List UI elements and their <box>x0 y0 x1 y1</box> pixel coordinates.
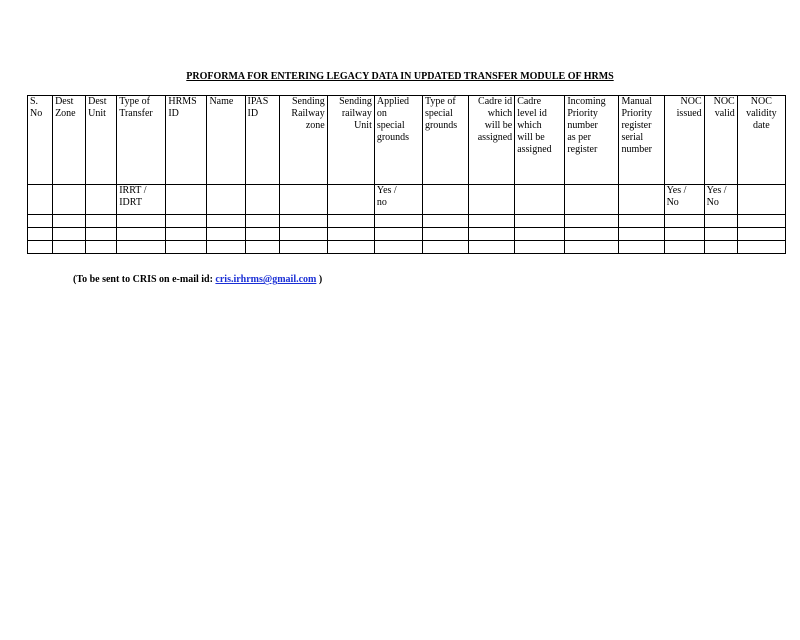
proforma-table <box>27 95 786 254</box>
table-cell <box>469 185 515 215</box>
header-applied-on-special-grounds: Applied on special grounds <box>374 96 422 185</box>
table-cell <box>86 228 117 241</box>
table-cell <box>619 228 664 241</box>
header-incoming-priority-number: Incoming Priority number as per register <box>565 96 619 185</box>
header-noc-valid: NOC valid <box>704 96 737 185</box>
header-cadre-level-id: Cadre level id which will be assigned <box>515 96 565 185</box>
table-cell <box>245 215 279 228</box>
table-row <box>28 185 786 215</box>
table-cell <box>327 185 374 215</box>
header-sending-railway-zone: Sending Railway zone <box>279 96 327 185</box>
table-cell <box>515 241 565 254</box>
table-cell <box>422 241 468 254</box>
header-noc-validity-date: NOC validity date <box>737 96 785 185</box>
table-cell <box>664 215 704 228</box>
table-cell <box>619 185 664 215</box>
table-cell <box>166 228 207 241</box>
table-cell <box>327 215 374 228</box>
header-noc-issued: NOC issued <box>664 96 704 185</box>
table-cell <box>737 185 785 215</box>
page-title <box>0 71 800 82</box>
table-cell <box>422 228 468 241</box>
table-cell <box>664 228 704 241</box>
table-cell <box>117 215 166 228</box>
table-cell <box>737 241 785 254</box>
table-row <box>28 215 786 228</box>
table-cell <box>166 185 207 215</box>
table-cell <box>469 228 515 241</box>
table-cell <box>117 228 166 241</box>
header-cadre-id: Cadre id which will be assigned <box>469 96 515 185</box>
table-cell <box>664 241 704 254</box>
table-cell <box>53 185 86 215</box>
header-ipas-id: IPAS ID <box>245 96 279 185</box>
footer-prefix: (To be sent to CRIS on e-mail id: <box>73 274 216 285</box>
footer-note <box>73 274 322 285</box>
table-cell <box>86 241 117 254</box>
table-cell <box>279 241 327 254</box>
table-cell <box>279 228 327 241</box>
table-row <box>28 228 786 241</box>
table-cell <box>469 241 515 254</box>
email-link[interactable]: cris.irhrms@gmail.com <box>215 274 317 285</box>
table-cell <box>28 241 53 254</box>
table-cell <box>737 215 785 228</box>
table-cell <box>374 228 422 241</box>
table-cell <box>619 215 664 228</box>
table-cell <box>422 185 468 215</box>
table-cell <box>279 185 327 215</box>
header-dest-zone: Dest Zone <box>53 96 86 185</box>
table-cell <box>279 215 327 228</box>
table-cell <box>565 241 619 254</box>
header-name: Name <box>207 96 245 185</box>
cell-type-of-transfer-options: IRRT / IDRT <box>117 185 166 215</box>
table-cell <box>422 215 468 228</box>
table-cell <box>28 185 53 215</box>
cell-noc-valid-options: Yes / No <box>704 185 737 215</box>
header-dest-unit: Dest Unit <box>86 96 117 185</box>
header-manual-priority-register: Manual Priority register serial number <box>619 96 664 185</box>
table-cell <box>117 241 166 254</box>
table-cell <box>565 215 619 228</box>
table-cell <box>565 185 619 215</box>
table-cell <box>53 215 86 228</box>
table-cell <box>86 215 117 228</box>
table-cell <box>469 215 515 228</box>
header-hrms-id: HRMS ID <box>166 96 207 185</box>
header-type-of-transfer: Type of Transfer <box>117 96 166 185</box>
header-s-no: S. No <box>28 96 53 185</box>
table-cell <box>166 241 207 254</box>
table-cell <box>704 241 737 254</box>
table-cell <box>515 185 565 215</box>
table-cell <box>565 228 619 241</box>
table-cell <box>28 215 53 228</box>
table-cell <box>207 228 245 241</box>
footer-suffix: ) <box>316 274 323 285</box>
table-cell <box>515 215 565 228</box>
header-sending-railway-unit: Sending railway Unit <box>327 96 374 185</box>
table-cell <box>374 241 422 254</box>
table-cell <box>207 241 245 254</box>
table-cell <box>207 215 245 228</box>
table-cell <box>374 215 422 228</box>
table-cell <box>704 228 737 241</box>
table-header-row <box>28 96 786 185</box>
table-cell <box>53 228 86 241</box>
page-title-text: PROFORMA FOR ENTERING LEGACY DATA IN UPDATED TRANSFER MODULE OF HRMS <box>186 71 614 82</box>
table-cell <box>86 185 117 215</box>
table-cell <box>515 228 565 241</box>
table-cell <box>245 241 279 254</box>
table-cell <box>704 215 737 228</box>
table-cell <box>327 228 374 241</box>
table-cell <box>737 228 785 241</box>
table-cell <box>619 241 664 254</box>
table-cell <box>327 241 374 254</box>
cell-applied-special-options: Yes / no <box>374 185 422 215</box>
cell-noc-issued-options: Yes / No <box>664 185 704 215</box>
table-row <box>28 241 786 254</box>
table-cell <box>207 185 245 215</box>
table-cell <box>28 228 53 241</box>
table-cell <box>166 215 207 228</box>
header-type-of-special-grounds: Type of special grounds <box>422 96 468 185</box>
table-cell <box>245 228 279 241</box>
table-cell <box>53 241 86 254</box>
table-cell <box>245 185 279 215</box>
